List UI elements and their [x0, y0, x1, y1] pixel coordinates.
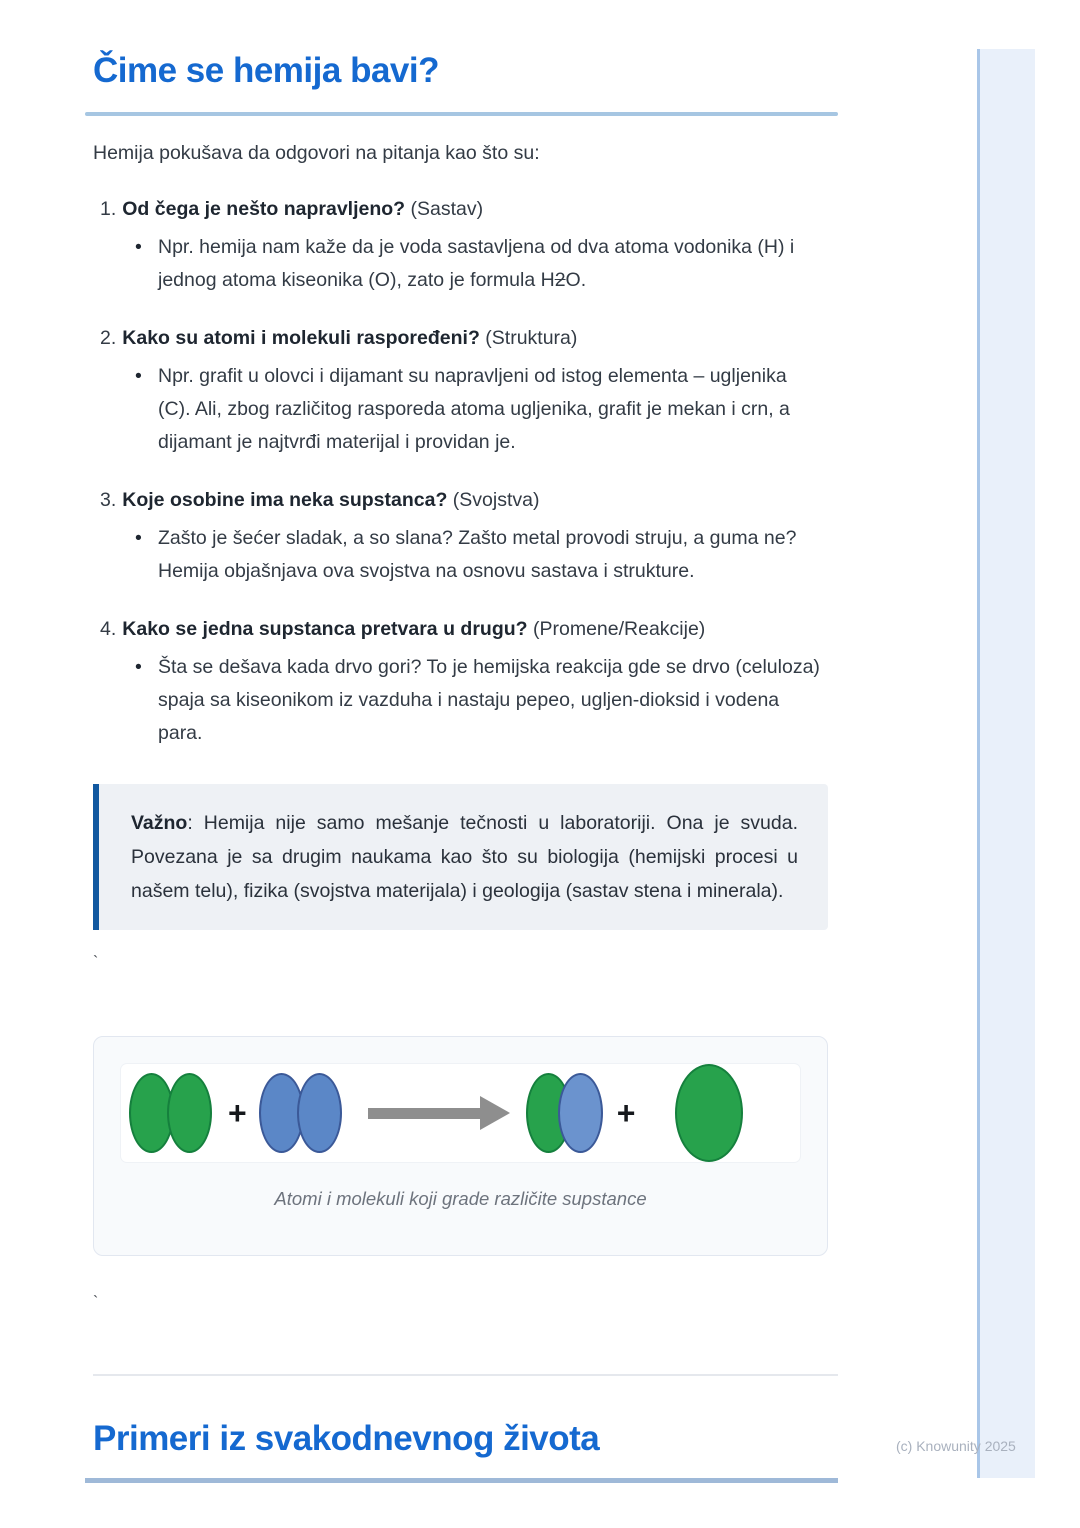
question-item-3 [93, 487, 840, 588]
plus-sign: + [616, 1094, 636, 1131]
stray-backtick-2: ` [93, 1294, 99, 1311]
question-item-4 [93, 616, 840, 750]
list-number: 4. [100, 618, 117, 640]
arrow-shaft [368, 1108, 480, 1119]
reaction-arrow-icon [368, 1096, 510, 1130]
strikethrough-subscript: 2 [554, 269, 566, 291]
question-heading [93, 616, 840, 643]
bullet-text: Zašto je šećer sladak, a so slana? Zašto metal provodi struju, a guma ne? Hemija objašnjava ova svojstva na osnovu sastava i strukture. [158, 527, 797, 582]
bullet-text-post: O. [565, 269, 587, 291]
list-number: 2. [100, 327, 117, 349]
question-category-label: (Sastav) [410, 198, 484, 220]
section-title-underline [85, 1478, 838, 1483]
callout-text [131, 806, 798, 908]
question-category-label: (Svojstva) [452, 489, 540, 511]
molecule-figure-card [93, 1036, 828, 1256]
question-bullet [93, 360, 840, 459]
green-atom-icon [167, 1073, 212, 1153]
blue-atom-icon [558, 1073, 603, 1153]
bullet-icon: • [135, 656, 142, 678]
copyright-notice: (c) Knowunity 2025 [896, 1438, 1016, 1454]
question-bold-text: Koje osobine ima neka supstanca? [122, 489, 448, 511]
document-content [93, 0, 840, 1483]
bullet-text-pre: Npr. hemija nam kaže da je voda sastavljena od dva atoma vodonika (H) i jednog atoma kiseonika (O), zato je formula H [158, 236, 795, 291]
plus-sign: + [228, 1094, 247, 1131]
list-number: 3. [100, 489, 117, 511]
question-item-1 [93, 196, 840, 297]
blue-atom-icon [297, 1073, 342, 1153]
question-bullet [93, 522, 840, 588]
bullet-icon: • [135, 527, 142, 549]
bullet-text [158, 231, 820, 297]
callout-bold-word: Važno [131, 812, 188, 834]
bullet-icon: • [135, 365, 142, 387]
question-bullet [93, 651, 840, 750]
page-side-stripe [977, 49, 1035, 1478]
question-bold-text: Od čega je nešto napravljeno? [122, 198, 406, 220]
list-number: 1. [100, 198, 117, 220]
question-heading [93, 487, 840, 514]
stray-backtick-1: ` [93, 954, 99, 971]
question-heading [93, 196, 840, 223]
question-bullet [93, 231, 840, 297]
question-bold-text: Kako su atomi i molekuli raspoređeni? [122, 327, 480, 349]
question-category-label: (Promene/Reakcije) [532, 618, 706, 640]
title-underline [85, 112, 838, 116]
callout-body: : Hemija nije samo mešanje tečnosti u laboratoriji. Ona je svuda. Povezana je sa drugim naukama kao što su biologija (hemijski procesi u našem telu), fizika (svojstva materijala) i geologija (sastav stena i minerala). [131, 812, 798, 902]
question-category-label: (Struktura) [485, 327, 578, 349]
section-title: Primeri iz svakodnevnog života [93, 1419, 600, 1458]
bullet-text: Npr. grafit u olovci i dijamant su napravljeni od istog elementa – ugljenika (C). Ali, zbog različitog rasporeda atoma ugljenika, grafit je mekan i crn, a dijamant je najtvrđi materijal i providan je. [158, 365, 790, 453]
arrow-head [480, 1096, 510, 1130]
question-heading [93, 325, 840, 352]
section-divider [93, 1374, 838, 1376]
page-title: Čime se hemija bavi? [93, 51, 439, 90]
figure-caption: Atomi i molekuli koji grade različite supstance [274, 1188, 647, 1209]
bullet-icon: • [135, 236, 142, 258]
intro-paragraph: Hemija pokušava da odgovori na pitanja kao što su: [93, 142, 540, 164]
molecule-diagram [121, 1064, 800, 1162]
green-molecule-icon [675, 1064, 743, 1162]
important-callout [93, 784, 828, 930]
question-item-2 [93, 325, 840, 459]
question-bold-text: Kako se jedna supstanca pretvara u drugu? [122, 618, 528, 640]
bullet-text: Šta se dešava kada drvo gori? To je hemijska reakcija gde se drvo (celuloza) spaja sa kiseonikom iz vazduha i nastaju pepeo, ugljen-dioksid i vodena para. [158, 656, 820, 744]
